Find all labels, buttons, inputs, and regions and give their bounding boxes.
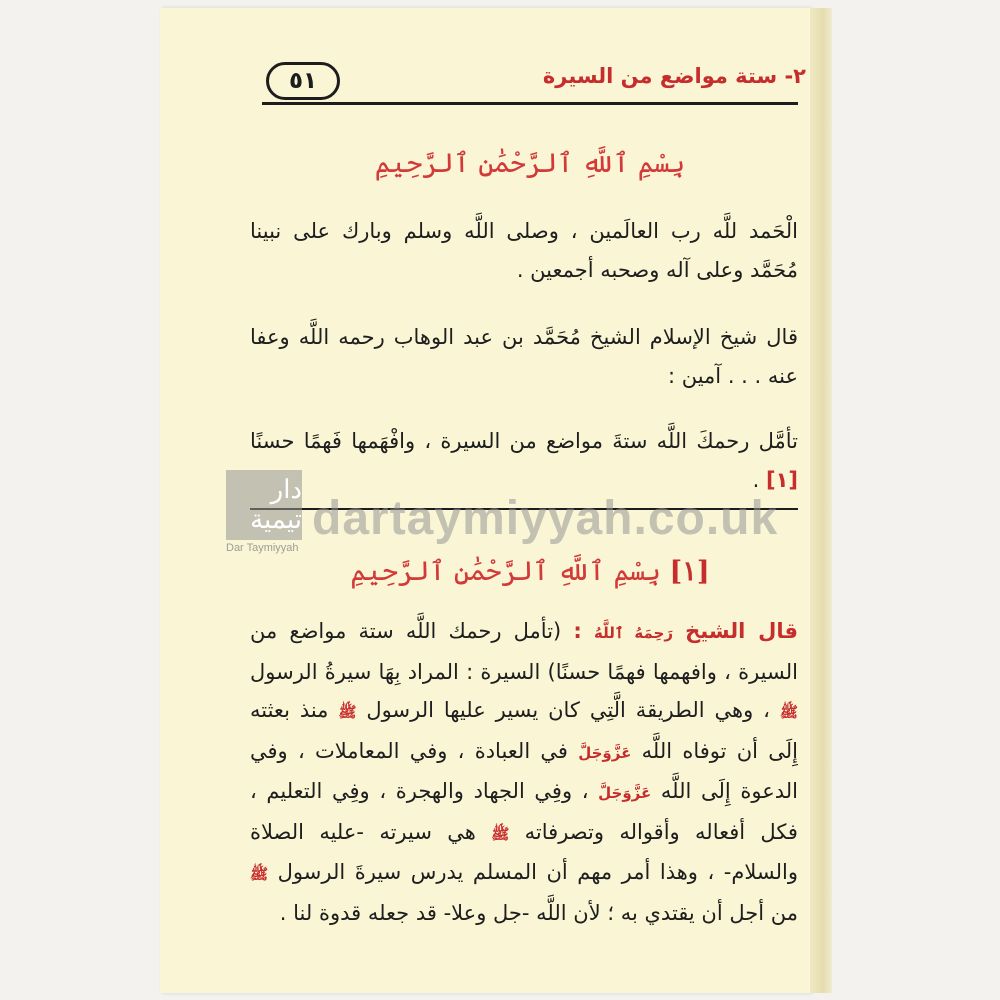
- watermark-caption: Dar Taymiyyah: [226, 542, 299, 554]
- honorific-saw-4: ﷺ: [250, 865, 269, 883]
- watermark-logo: دار تيمية: [226, 470, 302, 540]
- basmala-bottom-text: بِسْمِ ٱللَّهِ ٱلرَّحْمَٰنِ ٱلرَّحِيمِ: [350, 556, 661, 587]
- commentary-part-g: من أجل أن يقتدي به ؛ لأن اللَّه -جل وعلا- قد جعله قدوة لنا .: [279, 900, 798, 925]
- commentary-colon: :: [573, 619, 582, 643]
- honorific-saw-1: ﷺ: [779, 703, 798, 721]
- commentary-part-e: ، وفِي الجهاد والهجرة ، وفِي التعليم ، فكل أفعاله وأقواله وتصرفاته: [250, 779, 798, 844]
- header-rule: [262, 102, 798, 105]
- commentary-part-f: هي سيرته -عليه الصلاة والسلام- ، وهذا أمر مهم أن المسلم يدرس سيرةَ الرسول: [250, 819, 798, 884]
- watermark-url: dartaymiyyah.co.uk: [312, 492, 779, 545]
- commentary-part-b: ، وهي الطريقة الَّتِي كان يسير عليها الرسول: [366, 698, 770, 722]
- paragraph-2: قال شيخ الإسلام الشيخ مُحَمَّد بن عبد الوهاب رحمه اللَّه وعفا عنه . . . آمين :: [250, 325, 798, 388]
- commentary-lead: قال الشيخ: [685, 619, 798, 643]
- honorific-saw-3: ﷺ: [491, 824, 510, 843]
- commentary-part-a: (تأمل رحمك اللَّه ستة مواضع من السيرة ، وافهمها فهمًا حسنًا) السيرة : المراد بِهَا سيرةُ الرسول: [250, 619, 798, 684]
- commentary: [250, 612, 798, 932]
- paragraph-3-end: .: [752, 467, 760, 492]
- footnote-marker: [١]: [669, 556, 710, 587]
- commentary-part-d: في العبادة ، وفي المعاملات ، وفي الدعوة إِلَى اللَّه: [250, 738, 798, 803]
- commentary-part-c: منذ بعثته إِلَى أن توفاه اللَّه: [250, 698, 798, 763]
- page-number: ٥١: [266, 62, 340, 100]
- page-header: [262, 58, 822, 104]
- footnote-ref: [١]: [765, 467, 798, 492]
- honorific-rahimahullah: رَحِمَهُ ٱللَّهُ: [594, 624, 673, 642]
- honorific-azz-1: عَزَّوَجَلَّ: [578, 743, 632, 762]
- page-edge: [810, 8, 832, 993]
- paragraph-3: [250, 422, 798, 499]
- honorific-saw-2: ﷺ: [338, 703, 357, 721]
- basmala-top: بِسْمِ ٱللَّهِ ٱلرَّحْمَٰنِ ٱلرَّحِيمِ: [374, 148, 686, 179]
- honorific-azz-2: عَزَّوَجَلَّ: [598, 784, 652, 802]
- paragraph-3-text: تأمَّل رحمكَ اللَّه ستةَ مواضع من السيرة ، وافْهَمها فَهمًا حسنًا: [250, 429, 798, 453]
- basmala-footnote: [262, 556, 798, 587]
- paragraph-1: الْحَمد للَّه رب العالَمين ، وصلى اللَّه وسلم وبارك على نبينا مُحَمَّد وعلى آله وصحبه أجمعين .: [250, 219, 798, 282]
- running-title: ٢- ستة مواضع من السيرة: [542, 64, 806, 88]
